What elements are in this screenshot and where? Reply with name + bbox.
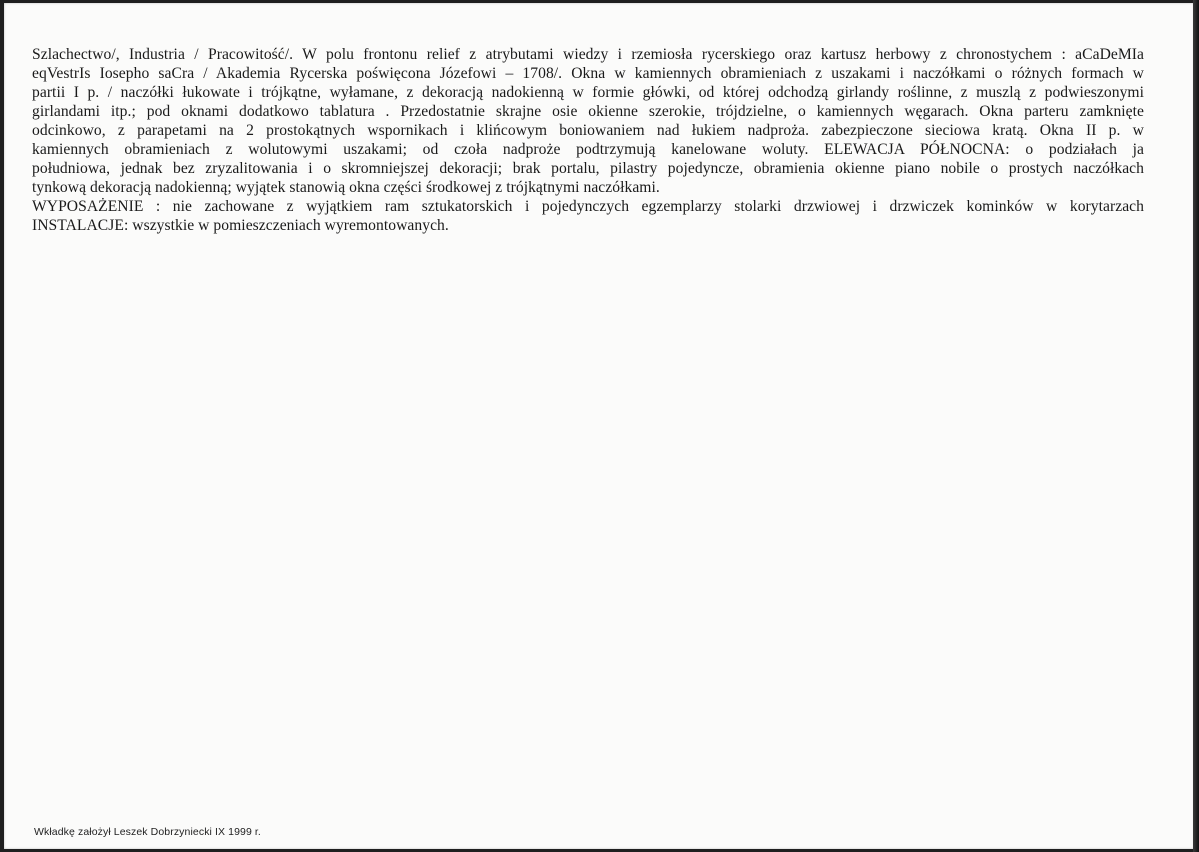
text-line: południowa, jednak bez zryzalitowania i o skromniejszej dekoracji; brak portalu, pilastry pojedyncze, obramienia okienne piano nobile o prostych naczółkach: [32, 160, 1144, 177]
footer-note: Wkładkę założył Leszek Dobrzyniecki IX 1999 r.: [34, 826, 261, 838]
text-line: odcinkowo, z parapetami na 2 prostokątnych wspornikach i klińcowym boniowaniem nad łukiem nadproża. zabezpieczone sieciowa kratą. Okna II p. w: [32, 122, 1144, 139]
text-line: girlandami itp.; pod oknami dodatkowo tablatura . Przedostatnie skrajne osie okienne szerokie, trójdzielne, o kamiennych węgarach. Okna parteru zamknięte: [32, 103, 1144, 120]
text-line: eqVestrIs Iosepho saCra / Akademia Rycerska poświęcona Józefowi – 1708/. Okna w kamiennych obramieniach z uszakami i naczółkami o różnych formach w: [32, 65, 1144, 82]
text-line: WYPOSAŻENIE : nie zachowane z wyjątkiem ram sztukatorskich i pojedynczych egzemplarzy stolarki drzwiowej i drzwiczek kominków w korytarzach: [32, 198, 1144, 215]
text-line: Szlachectwo/, Industria / Pracowitość/. W polu frontonu relief z atrybutami wiedzy i rzemiosła rycerskiego oraz kartusz herbowy z chronostychem : aCaDeMIa: [32, 46, 1144, 63]
text-line: partii I p. / naczółki łukowate i trójkątne, wyłamane, z dekoracją nadokienną w formie główki, od której odchodzą girlandy roślinne, z muszlą z podwieszonymi: [32, 84, 1144, 101]
document-page: [4, 3, 1194, 849]
text-line: tynkową dekoracją nadokienną; wyjątek stanowią okna części środkowej z trójkątnymi naczółkami.: [32, 179, 660, 196]
text-line: INSTALACJE: wszystkie w pomieszczeniach wyremontowanych.: [32, 217, 449, 234]
scan-edge: [1193, 0, 1199, 852]
description-text: [32, 45, 1144, 235]
text-line: kamiennych obramieniach z wolutowymi uszakami; od czoła nadproże podtrzymują kanelowane woluty. ELEWACJA PÓŁNOCNA: o podziałach ja: [32, 141, 1144, 158]
